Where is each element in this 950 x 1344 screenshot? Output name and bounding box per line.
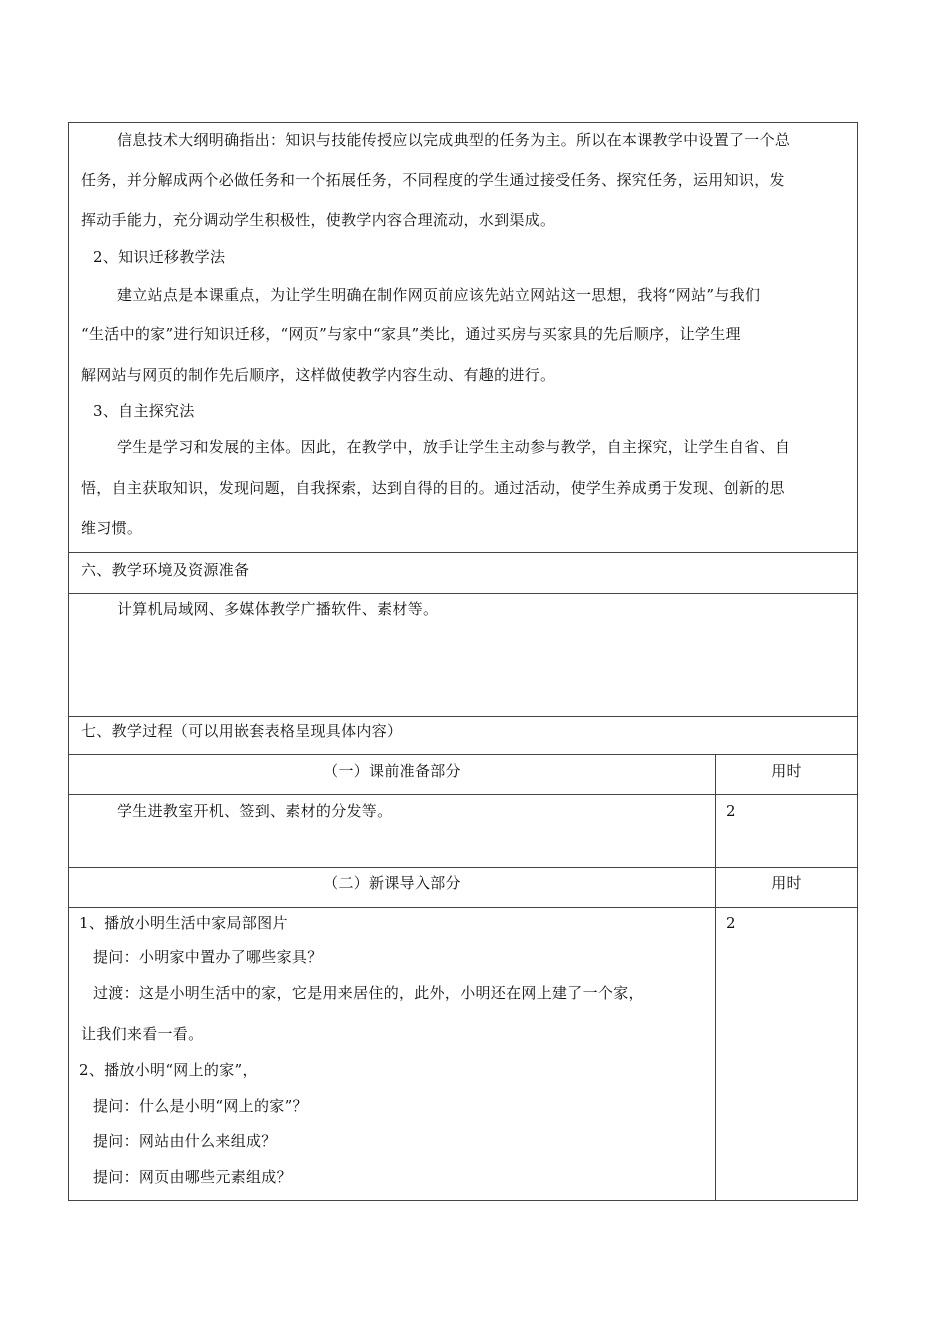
part-one-time-header: 用时	[771, 762, 802, 780]
step-line: 让我们来看一看。	[81, 1025, 204, 1043]
paragraph-line: 学生是学习和发展的主体。因此，在教学中，放手让学生主动参与教学，自主探究，让学生自省、自	[117, 438, 791, 456]
section-seven-heading: 七、教学过程（可以用嵌套表格呈现具体内容）	[81, 722, 403, 740]
paragraph-line: “生活中的家”进行知识迁移，“网页”与家中“家具”类比，通过买房与买家具的先后顺序，让学生理	[81, 325, 741, 343]
column-divider	[715, 754, 716, 1201]
row-divider	[69, 552, 857, 553]
step-line: 提问：网站由什么来组成？	[93, 1132, 277, 1150]
step-line: 提问：什么是小明“网上的家”？	[93, 1097, 308, 1115]
step-line: 1、播放小明生活中家局部图片	[79, 914, 288, 932]
method-heading: 2、知识迁移教学法	[93, 248, 226, 266]
part-two-time: 2	[726, 914, 736, 932]
step-line: 过渡：这是小明生活中的家，它是用来居住的，此外，小明还在网上建了一个家，	[93, 984, 644, 1002]
paragraph-line: 悟，自主获取知识，发现问题，自我探索，达到自得的目的。通过活动，使学生养成勇于发现、创新的思	[81, 479, 785, 497]
row-divider	[69, 794, 857, 795]
row-divider	[69, 716, 857, 717]
part-one-content: 学生进教室开机、签到、素材的分发等。	[117, 802, 393, 820]
row-divider	[69, 907, 857, 908]
paragraph-line: 建立站点是本课重点，为让学生明确在制作网页前应该先站立网站这一思想，我将“网站”与我们	[117, 286, 761, 304]
section-six-heading: 六、教学环境及资源准备	[81, 561, 250, 579]
paragraph-line: 维习惯。	[81, 519, 143, 537]
part-two-title: （二）新课导入部分	[323, 874, 461, 892]
row-divider	[69, 593, 857, 594]
step-line: 提问：小明家中置办了哪些家具？	[93, 948, 323, 966]
paragraph-line: 信息技术大纲明确指出：知识与技能传授应以完成典型的任务为主。所以在本课教学中设置了一个总	[117, 131, 791, 149]
method-heading: 3、自主探究法	[93, 402, 195, 420]
step-line: 2、播放小明“网上的家”，	[79, 1061, 258, 1079]
section-six-content: 计算机局域网、多媒体教学广播软件、素材等。	[117, 600, 439, 618]
paragraph-line: 挥动手能力，充分调动学生积极性，使教学内容合理流动，水到渠成。	[81, 211, 556, 229]
row-divider	[69, 867, 857, 868]
row-divider	[69, 754, 857, 755]
lesson-plan-table	[68, 122, 858, 1201]
part-one-time: 2	[726, 802, 736, 820]
part-one-title: （一）课前准备部分	[323, 762, 461, 780]
paragraph-line: 解网站与网页的制作先后顺序，这样做使教学内容生动、有趣的进行。	[81, 366, 556, 384]
part-two-time-header: 用时	[771, 874, 802, 892]
step-line: 提问：网页由哪些元素组成？	[93, 1168, 292, 1186]
paragraph-line: 任务，并分解成两个必做任务和一个拓展任务，不同程度的学生通过接受任务、探究任务，运用知识，发	[81, 171, 785, 189]
